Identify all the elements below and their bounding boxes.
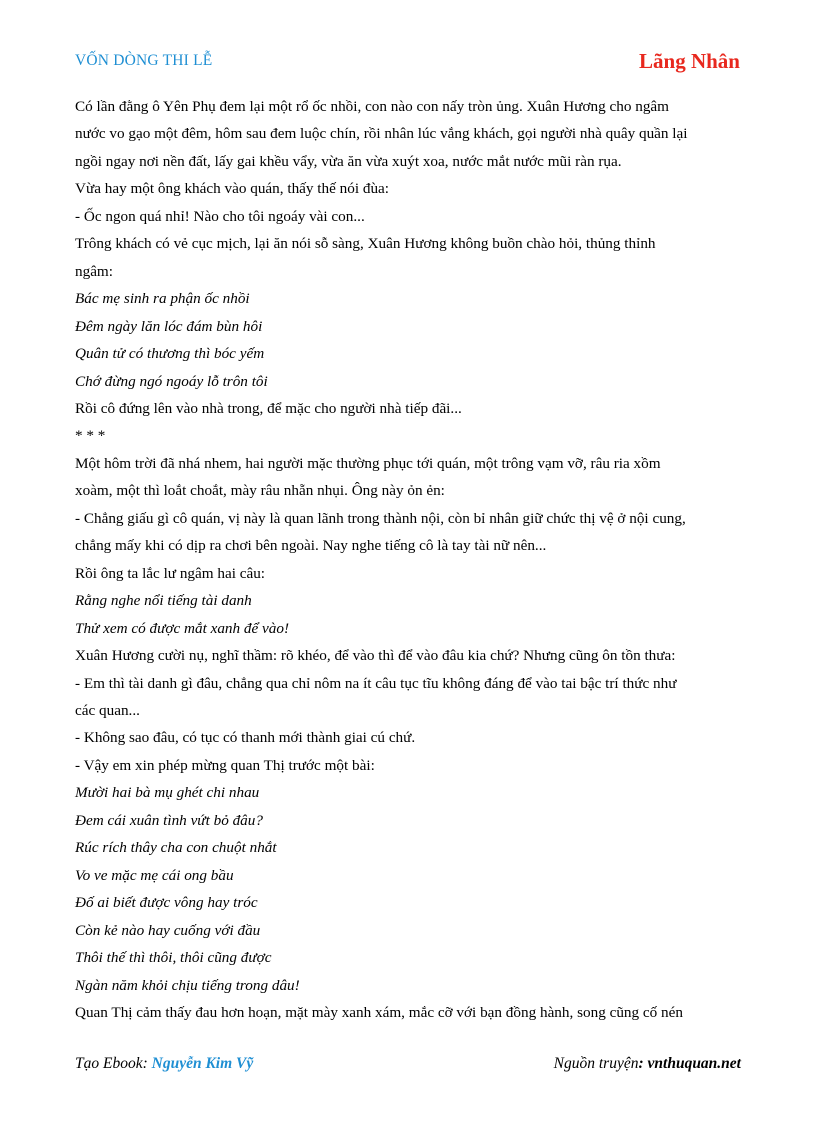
text-line: Vừa hay một ông khách vào quán, thấy thế nói đùa:: [75, 180, 390, 198]
text-line: Quan Thị cảm thấy đau hơn hoạn, mặt mày xanh xám, mắc cỡ với bạn đồng hành, song cũng cố nén: [75, 1003, 683, 1021]
text-line: nước vo gạo một đêm, hôm sau đem luộc chín, rồi nhân lúc vắng khách, gọi người nhà quây quần lại: [75, 125, 688, 143]
poem-line: Đem cái xuân tình vứt bỏ đâu?: [75, 811, 263, 829]
text-line: - Không sao đâu, có tục có thanh mới thành giai cú chứ.: [75, 729, 416, 747]
poem-line: Mười hai bà mụ ghét chi nhau: [75, 784, 260, 802]
text-line: Trông khách có vẻ cục mịch, lại ăn nói sỗ sàng, Xuân Hương không buồn chào hỏi, thủng thỉnh: [75, 235, 656, 253]
text-line: xoàm, một thì loắt choắt, mày râu nhẵn nhụi. Ông này ỏn ẻn:: [75, 482, 445, 500]
poem-line: Chớ đừng ngó ngoáy lỗ trôn tôi: [75, 372, 268, 390]
text-line: Có lần đằng ô Yên Phụ đem lại một rổ ốc nhồi, con nào con nấy tròn ủng. Xuân Hương cho ngâm: [75, 98, 669, 115]
text-line: Rồi cô đứng lên vào nhà trong, để mặc cho người nhà tiếp đãi...: [75, 399, 462, 417]
source-separator: :: [638, 1055, 648, 1072]
text-line: Rồi ông ta lắc lư ngâm hai câu:: [75, 564, 266, 582]
story-body: [75, 93, 745, 1026]
text-line: các quan...: [75, 701, 140, 719]
text-line: - Vậy em xin phép mừng quan Thị trước một bài:: [75, 756, 375, 774]
poem-line: Rúc rích thây cha con chuột nhắt: [75, 839, 277, 857]
text-line: ngâm:: [75, 262, 113, 280]
poem-line: Đêm ngày lăn lóc đám bùn hôi: [75, 317, 263, 335]
source-site: vnthuquan.net: [647, 1055, 741, 1072]
poem-line: Đố ai biết được vông hay tróc: [75, 894, 258, 912]
text-line: Một hôm trời đã nhá nhem, hai người mặc thường phục tới quán, một trông vạm vỡ, râu ria xồm: [75, 454, 661, 472]
author-name: Lãng Nhân: [639, 49, 740, 73]
book-title: VỐN DÒNG THI LỄ: [75, 52, 213, 69]
text-line: * * *: [75, 427, 106, 445]
text-line: - Chẳng giấu gì cô quán, vị này là quan lãnh trong thành nội, còn bỉ nhân giữ chức thị vệ ở nội cung,: [75, 509, 686, 527]
text-line: chẳng mấy khi có dịp ra chơi bên ngoài. Nay nghe tiếng cô là tay tài nữ nên...: [75, 537, 547, 555]
poem-line: Vo ve mặc mẹ cái ong bầu: [75, 866, 234, 884]
source-label: Nguồn truyện: [553, 1055, 639, 1072]
text-line: ngồi ngay nơi nền đất, lấy gai khều vẩy, vừa ăn vừa xuýt xoa, nước mắt nước mũi ràn rụa.: [75, 152, 622, 170]
poem-line: Quân tử có thương thì bóc yếm: [75, 345, 265, 363]
text-line: - Ốc ngon quá nhỉ! Nào cho tôi ngoáy vài con...: [75, 207, 365, 225]
ebook-separator: :: [142, 1055, 152, 1072]
poem-line: Thử xem có được mắt xanh để vào!: [75, 619, 290, 637]
poem-line: Bác mẹ sinh ra phận ốc nhồi: [75, 290, 250, 308]
poem-line: Còn kẻ nào hay cuống với đầu: [75, 921, 261, 939]
ebook-credit: [75, 1055, 253, 1073]
text-line: Xuân Hương cười nụ, nghĩ thầm: rõ khéo, để vào thì để vào đâu kia chứ? Nhưng cũng ôn tồn thưa:: [75, 647, 676, 665]
ebook-label: Tạo Ebook: [75, 1055, 143, 1072]
text-line: - Em thì tài danh gì đâu, chẳng qua chỉ nôm na ít câu tục tĩu không đáng để vào tai bậc trí thức như: [75, 674, 677, 692]
poem-line: Ngàn năm khỏi chịu tiếng trong dâu!: [75, 976, 300, 994]
poem-line: Rằng nghe nổi tiếng tài danh: [75, 592, 252, 610]
poem-line: Thôi thế thì thôi, thôi cũng được: [75, 949, 272, 967]
ebook-creator: Nguyễn Kim Vỹ: [151, 1055, 254, 1072]
source-credit: [554, 1055, 741, 1073]
